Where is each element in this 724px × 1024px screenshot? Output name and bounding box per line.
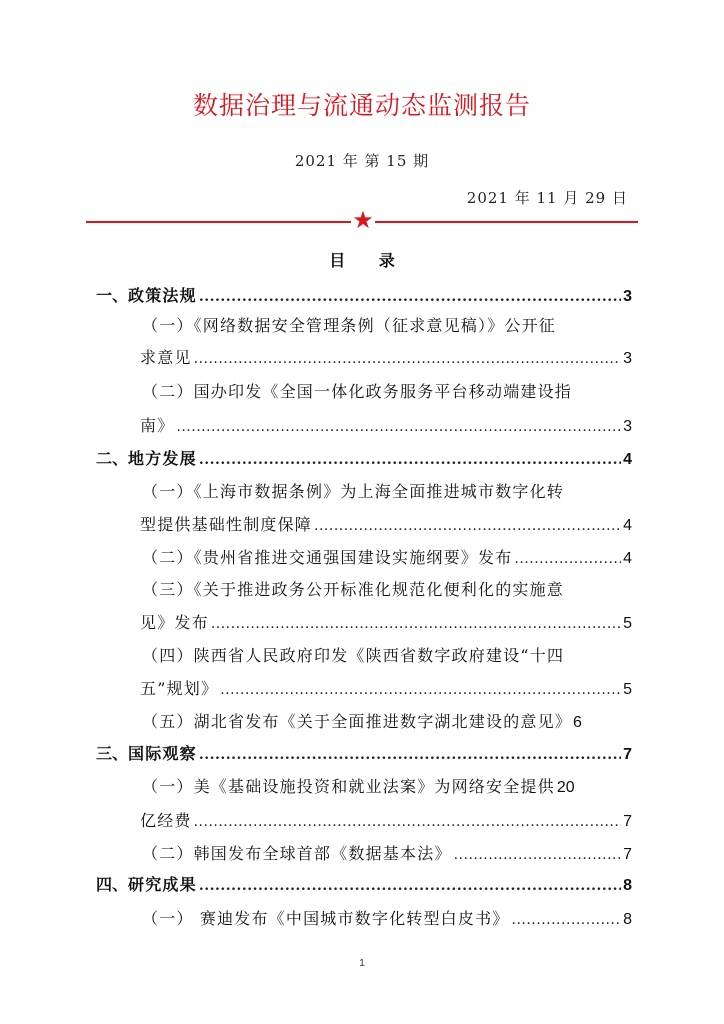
page-ref: 4: [623, 517, 632, 534]
page-ref: 7: [623, 846, 632, 863]
leader-dots: [194, 814, 621, 830]
entry-text: （四）陕西省人民政府印发《陕西省数字政府建设“十四: [142, 646, 565, 665]
issue-number: 2021 年 第 15 期: [294, 152, 430, 170]
report-title: 数据治理与流通动态监测报告: [192, 91, 531, 120]
entry-text: （一）《网络数据安全管理条例（征求意见稿）》公开征: [142, 316, 557, 335]
leader-dots: [314, 518, 621, 534]
entry-text: 亿经费: [140, 811, 192, 830]
toc-entry[interactable]: [142, 906, 632, 940]
page-ref: 8: [623, 911, 632, 928]
entry-text: 南》: [140, 416, 175, 435]
page-ref: 6: [573, 714, 582, 731]
page-ref: 5: [623, 615, 632, 632]
section-number: 一、: [96, 286, 129, 305]
toc-section[interactable]: [96, 283, 632, 317]
toc-heading: 目 录: [329, 251, 409, 270]
issue-date: 2021 年 11 月 29 日: [466, 189, 628, 207]
header-divider: [86, 206, 638, 235]
page-ref: 5: [623, 681, 632, 698]
toc-entry[interactable]: [142, 774, 632, 808]
page-ref: 8: [623, 877, 632, 894]
page-ref: 7: [623, 813, 632, 830]
toc-entry-cont[interactable]: [140, 345, 632, 379]
entry-text: 求意见: [140, 348, 192, 367]
toc-entry[interactable]: [142, 709, 632, 743]
section-label: 研究成果: [128, 875, 197, 894]
leader-dots: [512, 912, 622, 928]
leader-dots: [176, 419, 621, 435]
star-icon: ★: [352, 206, 374, 234]
page-number: 1: [359, 958, 365, 969]
toc-section[interactable]: [96, 872, 632, 906]
page-ref: 3: [623, 288, 632, 305]
entry-text: （二）国办印发《全国一体化政务服务平台移动端建设指: [142, 382, 573, 401]
entry-text: （一） 赛迪发布《中国城市数字化转型白皮书》: [142, 909, 510, 928]
toc-entry[interactable]: [142, 577, 632, 611]
toc-entry[interactable]: [142, 379, 632, 413]
toc-entry-cont[interactable]: [140, 413, 632, 447]
entry-text: 型提供基础性制度保障: [140, 515, 313, 534]
leader-dots: [211, 616, 621, 632]
toc-entry[interactable]: [142, 841, 632, 875]
page-ref: 4: [623, 550, 632, 567]
section-number: 三、: [96, 744, 129, 763]
entry-text: （二）韩国发布全球首部《数据基本法》: [142, 844, 452, 863]
leader-dots: [194, 351, 621, 367]
toc-entry-cont[interactable]: [140, 676, 632, 710]
leader-dots: [514, 551, 621, 567]
entry-text: （三）《关于推进政务公开标准化规范化便利化的实施意: [142, 580, 565, 599]
entry-text: 五”规划》: [140, 679, 219, 698]
section-number: 四、: [96, 875, 129, 894]
section-label: 政策法规: [128, 286, 197, 305]
toc-entry-cont[interactable]: [140, 512, 632, 546]
toc-entry[interactable]: [142, 479, 632, 513]
toc-entry-cont[interactable]: [140, 808, 632, 842]
toc-section[interactable]: [96, 741, 632, 775]
leader-dots: [199, 878, 621, 894]
toc-entry[interactable]: [142, 545, 632, 579]
leader-dots: [220, 682, 621, 698]
toc-entry[interactable]: [142, 643, 632, 677]
page-ref: 7: [623, 746, 632, 763]
page-ref: 4: [623, 451, 632, 468]
leader-dots: [199, 747, 621, 763]
page-ref: 3: [623, 350, 632, 367]
section-label: 国际观察: [128, 744, 197, 763]
leader-dots: [199, 452, 621, 468]
toc-entry[interactable]: [142, 313, 632, 347]
toc-section[interactable]: [96, 446, 632, 480]
entry-text: （一）美《基础设施投资和就业法案》为网络安全提供: [142, 777, 555, 796]
entry-text: 见》发布: [140, 613, 209, 632]
leader-dots: [454, 847, 621, 863]
entry-text-tail: 20: [556, 779, 575, 796]
section-number: 二、: [96, 449, 129, 468]
entry-text: （一）《上海市数据条例》为上海全面推进城市数字化转: [142, 482, 565, 501]
section-label: 地方发展: [128, 449, 197, 468]
leader-dots: [199, 289, 621, 305]
entry-text: （二）《贵州省推进交通强国建设实施纲要》发布: [142, 548, 513, 567]
page-ref: 3: [623, 418, 632, 435]
entry-text: （五）湖北省发布《关于全面推进数字湖北建设的意见》: [142, 712, 573, 731]
toc-entry-cont[interactable]: [140, 610, 632, 644]
